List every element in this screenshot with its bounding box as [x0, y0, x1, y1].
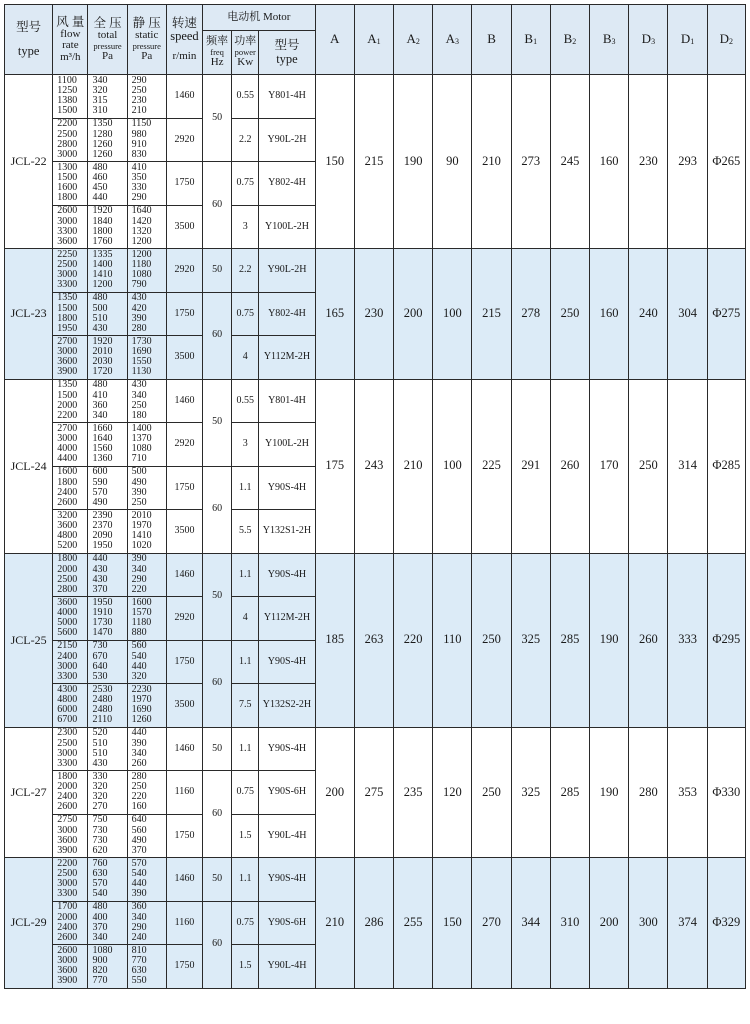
total-pressure-cell: 340 320 315 310	[88, 75, 127, 119]
flow-header-cn: 风 量	[56, 14, 85, 29]
speed-cell: 1460	[166, 379, 202, 423]
power-cell: 1.1	[232, 553, 259, 597]
power-cell: 5.5	[232, 510, 259, 554]
dimension-cell-9: 304	[668, 249, 707, 380]
dimension-cell-0: 150	[315, 75, 354, 249]
power-cell: 7.5	[232, 684, 259, 728]
dimension-cell-7: 160	[590, 249, 629, 380]
dim-header-0-base: A	[330, 31, 340, 47]
dim-header-10-base: D	[719, 31, 730, 47]
dim-header-9-base: D	[680, 31, 691, 47]
flow-rate-cell: 2200 2500 2800 3000	[53, 118, 88, 162]
total-pressure-cell: 600 590 570 490	[88, 466, 127, 510]
static-pressure-cell: 440 390 340 260	[127, 727, 166, 771]
dimension-cell-5: 278	[511, 249, 550, 380]
dim-header-6	[550, 5, 589, 75]
speed-cell: 1460	[166, 858, 202, 902]
dim-header-4-base: B	[487, 31, 496, 47]
static-pressure-cell: 1200 1180 1080 790	[127, 249, 166, 293]
speed-header	[166, 5, 202, 75]
dimension-cell-2: 220	[394, 553, 433, 727]
static-pressure-cell: 500 490 390 250	[127, 466, 166, 510]
frequency-cell: 50	[203, 727, 232, 771]
flow-rate-cell: 2750 3000 3600 3900	[53, 814, 88, 858]
flow-header-en1: flow	[60, 27, 81, 40]
type-header-en: type	[17, 43, 40, 58]
model-jcl-29-row	[5, 858, 746, 902]
dimension-cell-7: 190	[590, 727, 629, 858]
dimension-cell-8: 250	[629, 379, 668, 553]
model-jcl-27-row	[5, 727, 746, 771]
dimension-cell-8: 240	[629, 249, 668, 380]
motor-type-header	[259, 31, 315, 75]
static-pressure-cell: 1730 1690 1550 1130	[127, 336, 166, 380]
dimension-cell-8: 300	[629, 858, 668, 989]
motor-type-cell: Y90L-2H	[259, 249, 315, 293]
power-cell: 0.75	[232, 771, 259, 815]
speed-cell: 1460	[166, 727, 202, 771]
dimension-cell-0: 210	[315, 858, 354, 989]
dimension-cell-7: 190	[590, 553, 629, 727]
dimension-cell-6: 245	[550, 75, 589, 249]
speed-cell: 1750	[166, 814, 202, 858]
freq-header-en: freq	[210, 47, 224, 58]
dimension-cell-3: 110	[433, 553, 472, 727]
dimension-cell-8: 260	[629, 553, 668, 727]
dimension-cell-9: 293	[668, 75, 707, 249]
speed-cell: 2920	[166, 423, 202, 467]
motor-type-cell: Y100L-2H	[259, 423, 315, 467]
power-header-unit: Kw	[237, 55, 254, 68]
motor-type-cell: Y132S1-2H	[259, 510, 315, 554]
dimension-cell-4: 210	[472, 75, 511, 249]
static-pressure-cell: 2230 1970 1690 1260	[127, 684, 166, 728]
dimension-cell-2: 210	[394, 379, 433, 553]
dimension-cell-8: 280	[629, 727, 668, 858]
dimension-cell-2: 200	[394, 249, 433, 380]
motor-type-cell: Y100L-2H	[259, 205, 315, 249]
model-name-cell: JCL-25	[5, 553, 53, 727]
power-header-cn: 功率	[234, 35, 257, 48]
dim-header-7-sub: 3	[611, 37, 616, 47]
flow-header	[53, 5, 88, 75]
power-cell: 1.1	[232, 858, 259, 902]
flow-rate-cell: 1300 1500 1600 1800	[53, 162, 88, 206]
static-pressure-cell: 290 250 230 210	[127, 75, 166, 119]
flow-rate-cell: 2250 2500 3000 3300	[53, 249, 88, 293]
frequency-cell: 50	[203, 249, 232, 293]
dimension-cell-0: 185	[315, 553, 354, 727]
type-header-cn: 型号	[16, 20, 42, 35]
speed-cell: 2920	[166, 597, 202, 641]
power-cell: 0.75	[232, 901, 259, 945]
dimension-cell-2: 190	[394, 75, 433, 249]
dim-header-5	[511, 5, 550, 75]
static-pressure-cell: 390 340 290 220	[127, 553, 166, 597]
frequency-cell: 50	[203, 379, 232, 466]
static-pressure-cell: 360 340 290 240	[127, 901, 166, 945]
static-header-unit: Pa	[141, 49, 153, 62]
motor-type-cell: Y112M-2H	[259, 336, 315, 380]
dimension-cell-0: 200	[315, 727, 354, 858]
dim-header-7	[590, 5, 629, 75]
motor-type-cell: Y90S-4H	[259, 858, 315, 902]
static-pressure-cell: 2010 1970 1410 1020	[127, 510, 166, 554]
dimension-cell-5: 344	[511, 858, 550, 989]
dimension-cell-3: 150	[433, 858, 472, 989]
dimension-cell-7: 170	[590, 379, 629, 553]
frequency-cell: 60	[203, 771, 232, 858]
flow-rate-cell: 1800 2000 2500 2800	[53, 553, 88, 597]
dimension-cell-9: 314	[668, 379, 707, 553]
model-jcl-25-row	[5, 553, 746, 597]
dim-header-6-sub: 2	[572, 37, 577, 47]
static-pressure-cell: 280 250 220 160	[127, 771, 166, 815]
flow-rate-cell: 1100 1250 1380 1500	[53, 75, 88, 119]
power-cell: 1.1	[232, 466, 259, 510]
frequency-cell: 50	[203, 858, 232, 902]
dimension-cell-2: 255	[394, 858, 433, 989]
flow-rate-cell: 2700 3000 3600 3900	[53, 336, 88, 380]
dim-header-8	[629, 5, 668, 75]
dim-header-0	[315, 5, 354, 75]
static-pressure-header	[127, 5, 166, 75]
power-cell: 1.5	[232, 814, 259, 858]
model-name-cell: JCL-27	[5, 727, 53, 858]
dimension-cell-9: 333	[668, 553, 707, 727]
static-pressure-cell: 810 770 630 550	[127, 945, 166, 989]
dimension-cell-10: Φ265	[707, 75, 745, 249]
total-pressure-cell: 1080 900 820 770	[88, 945, 127, 989]
total-header-en1: total	[97, 29, 118, 42]
dimension-cell-1: 263	[354, 553, 393, 727]
speed-cell: 2920	[166, 249, 202, 293]
total-pressure-cell: 480 500 510 430	[88, 292, 127, 336]
speed-cell: 1160	[166, 771, 202, 815]
type-header	[5, 5, 53, 75]
power-cell: 0.75	[232, 162, 259, 206]
dim-header-8-base: D	[641, 31, 652, 47]
dimension-cell-1: 275	[354, 727, 393, 858]
total-pressure-cell: 730 670 640 530	[88, 640, 127, 684]
dimension-cell-0: 165	[315, 249, 354, 380]
total-pressure-cell: 750 730 730 620	[88, 814, 127, 858]
freq-header	[203, 31, 232, 75]
dimension-cell-2: 235	[394, 727, 433, 858]
frequency-cell: 60	[203, 466, 232, 553]
model-jcl-22-row	[5, 75, 746, 119]
flow-rate-cell: 2700 3000 4000 4400	[53, 423, 88, 467]
dimension-cell-4: 250	[472, 553, 511, 727]
speed-cell: 1750	[166, 945, 202, 989]
motor-type-cell: Y90L-4H	[259, 814, 315, 858]
flow-header-unit: m³/h	[60, 50, 81, 63]
dim-header-2	[394, 5, 433, 75]
flow-rate-cell: 3200 3600 4800 5200	[53, 510, 88, 554]
motor-type-cell: Y132S2-2H	[259, 684, 315, 728]
speed-header-cn: 转速	[171, 15, 197, 30]
speed-cell: 1460	[166, 553, 202, 597]
dim-header-1-sub: 1	[376, 37, 381, 47]
power-header-en: power	[234, 47, 256, 58]
speed-cell: 1160	[166, 901, 202, 945]
total-pressure-cell: 1920 2010 2030 1720	[88, 336, 127, 380]
flow-rate-cell: 1350 1500 2000 2200	[53, 379, 88, 423]
static-header-en2: pressure	[132, 40, 161, 51]
total-pressure-cell: 760 630 570 540	[88, 858, 127, 902]
dimension-cell-3: 100	[433, 249, 472, 380]
power-cell: 1.5	[232, 945, 259, 989]
dimension-cell-1: 215	[354, 75, 393, 249]
motor-type-cell: Y802-4H	[259, 162, 315, 206]
dimension-cell-10: Φ275	[707, 249, 745, 380]
frequency-cell: 50	[203, 553, 232, 640]
dimension-cell-6: 285	[550, 727, 589, 858]
dimension-cell-5: 273	[511, 75, 550, 249]
motor-type-cell: Y90S-4H	[259, 640, 315, 684]
static-header-en1: static	[135, 29, 159, 42]
dim-header-3	[433, 5, 472, 75]
dim-header-7-base: B	[602, 31, 612, 47]
dimension-cell-10: Φ295	[707, 553, 745, 727]
frequency-cell: 60	[203, 292, 232, 379]
dim-header-4	[472, 5, 511, 75]
speed-cell: 3500	[166, 336, 202, 380]
dimension-cell-1: 243	[354, 379, 393, 553]
model-name-cell: JCL-23	[5, 249, 53, 380]
flow-rate-cell: 2200 2500 3000 3300	[53, 858, 88, 902]
dimension-cell-3: 100	[433, 379, 472, 553]
flow-rate-cell: 3600 4000 5000 5600	[53, 597, 88, 641]
motor-type-cell: Y90S-6H	[259, 771, 315, 815]
total-pressure-header	[88, 5, 127, 75]
total-pressure-cell: 2530 2480 2480 2110	[88, 684, 127, 728]
dimension-cell-4: 225	[472, 379, 511, 553]
speed-cell: 2920	[166, 118, 202, 162]
motor-type-cell: Y801-4H	[259, 75, 315, 119]
dimension-cell-9: 353	[668, 727, 707, 858]
motor-type-cell: Y802-4H	[259, 292, 315, 336]
dimension-cell-6: 250	[550, 249, 589, 380]
dim-header-2-sub: 2	[415, 37, 420, 47]
power-cell: 4	[232, 597, 259, 641]
dimension-cell-5: 325	[511, 727, 550, 858]
motor-type-cell: Y90S-4H	[259, 466, 315, 510]
frequency-cell: 60	[203, 162, 232, 249]
total-pressure-cell: 480 410 360 340	[88, 379, 127, 423]
static-pressure-cell: 560 540 440 320	[127, 640, 166, 684]
dim-header-5-base: B	[524, 31, 534, 47]
static-pressure-cell: 430 420 390 280	[127, 292, 166, 336]
total-pressure-cell: 1920 1840 1800 1760	[88, 205, 127, 249]
dimension-cell-6: 285	[550, 553, 589, 727]
motor-type-cell: Y90L-4H	[259, 945, 315, 989]
freq-header-cn: 频率	[206, 35, 229, 48]
motor-type-cell: Y112M-2H	[259, 597, 315, 641]
dim-header-9-sub: 1	[690, 37, 695, 47]
static-pressure-cell: 1600 1570 1180 880	[127, 597, 166, 641]
power-cell: 1.1	[232, 640, 259, 684]
dimension-cell-5: 291	[511, 379, 550, 553]
dim-header-2-base: A	[406, 31, 416, 47]
power-cell: 1.1	[232, 727, 259, 771]
dim-header-1	[354, 5, 393, 75]
frequency-cell: 60	[203, 640, 232, 727]
power-cell: 0.55	[232, 75, 259, 119]
total-pressure-cell: 480 400 370 340	[88, 901, 127, 945]
dimension-cell-1: 230	[354, 249, 393, 380]
total-pressure-cell: 2390 2370 2090 1950	[88, 510, 127, 554]
dimension-cell-7: 200	[590, 858, 629, 989]
speed-header-unit: r/min	[172, 49, 197, 62]
total-header-unit: Pa	[102, 49, 114, 62]
static-header-cn: 静 压	[132, 15, 161, 30]
total-pressure-cell: 520 510 510 430	[88, 727, 127, 771]
dim-header-1-base: A	[367, 31, 377, 47]
static-pressure-cell: 430 340 250 180	[127, 379, 166, 423]
dim-header-9	[668, 5, 707, 75]
dimension-cell-0: 175	[315, 379, 354, 553]
total-header-cn: 全 压	[93, 15, 122, 30]
speed-cell: 1750	[166, 640, 202, 684]
header-row-1	[5, 5, 746, 31]
dim-header-10-sub: 2	[729, 37, 734, 47]
dimension-cell-5: 325	[511, 553, 550, 727]
static-pressure-cell: 410 350 330 290	[127, 162, 166, 206]
dimension-cell-6: 310	[550, 858, 589, 989]
total-pressure-cell: 1350 1280 1260 1260	[88, 118, 127, 162]
motor-type-cell: Y90S-6H	[259, 901, 315, 945]
motor-type-header-en: type	[276, 51, 298, 66]
fan-spec-table	[4, 4, 746, 989]
power-cell: 0.55	[232, 379, 259, 423]
total-pressure-cell: 1660 1640 1560 1360	[88, 423, 127, 467]
dimension-cell-6: 260	[550, 379, 589, 553]
flow-rate-cell: 1350 1500 1800 1950	[53, 292, 88, 336]
model-name-cell: JCL-24	[5, 379, 53, 553]
flow-rate-cell: 2150 2400 3000 3300	[53, 640, 88, 684]
model-jcl-24-row	[5, 379, 746, 423]
flow-rate-cell: 2600 3000 3600 3900	[53, 945, 88, 989]
power-header	[232, 31, 259, 75]
speed-cell: 3500	[166, 510, 202, 554]
flow-header-en2: rate	[62, 39, 79, 52]
frequency-cell: 60	[203, 901, 232, 988]
dimension-cell-1: 286	[354, 858, 393, 989]
dimension-cell-9: 374	[668, 858, 707, 989]
flow-rate-cell: 1600 1800 2400 2600	[53, 466, 88, 510]
flow-rate-cell: 1800 2000 2400 2600	[53, 771, 88, 815]
dim-header-3-base: A	[445, 31, 456, 47]
dimension-cell-10: Φ330	[707, 727, 745, 858]
speed-header-en: speed	[170, 28, 199, 43]
model-name-cell: JCL-29	[5, 858, 53, 989]
static-pressure-cell: 1400 1370 1080 710	[127, 423, 166, 467]
dim-header-8-sub: 3	[651, 37, 656, 47]
speed-cell: 3500	[166, 684, 202, 728]
static-pressure-cell: 570 540 440 390	[127, 858, 166, 902]
speed-cell: 3500	[166, 205, 202, 249]
motor-type-cell: Y90L-2H	[259, 118, 315, 162]
dimension-cell-3: 120	[433, 727, 472, 858]
total-pressure-cell: 480 460 450 440	[88, 162, 127, 206]
power-cell: 3	[232, 423, 259, 467]
static-pressure-cell: 1150 980 910 830	[127, 118, 166, 162]
flow-rate-cell: 4300 4800 6000 6700	[53, 684, 88, 728]
power-cell: 3	[232, 205, 259, 249]
static-pressure-cell: 640 560 490 370	[127, 814, 166, 858]
total-header-en2: pressure	[93, 40, 122, 51]
total-pressure-cell: 1335 1400 1410 1200	[88, 249, 127, 293]
frequency-cell: 50	[203, 75, 232, 162]
total-pressure-cell: 330 320 320 270	[88, 771, 127, 815]
dim-header-10	[707, 5, 745, 75]
power-cell: 2.2	[232, 249, 259, 293]
dimension-cell-4: 215	[472, 249, 511, 380]
total-pressure-cell: 440 430 430 370	[88, 553, 127, 597]
power-cell: 0.75	[232, 292, 259, 336]
motor-header: 电动机 Motor	[203, 5, 316, 31]
static-pressure-cell: 1640 1420 1320 1200	[127, 205, 166, 249]
motor-type-header-cn: 型号	[274, 38, 300, 53]
dim-header-6-base: B	[563, 31, 573, 47]
dimension-cell-10: Φ329	[707, 858, 745, 989]
motor-type-cell: Y90S-4H	[259, 553, 315, 597]
dim-header-5-sub: 1	[533, 37, 538, 47]
flow-rate-cell: 2600 3000 3300 3600	[53, 205, 88, 249]
speed-cell: 1750	[166, 162, 202, 206]
dimension-cell-8: 230	[629, 75, 668, 249]
dimension-cell-10: Φ285	[707, 379, 745, 553]
dimension-cell-3: 90	[433, 75, 472, 249]
spec-table-wrapper	[4, 4, 746, 989]
speed-cell: 1750	[166, 292, 202, 336]
power-cell: 2.2	[232, 118, 259, 162]
total-pressure-cell: 1950 1910 1730 1470	[88, 597, 127, 641]
dimension-cell-4: 270	[472, 858, 511, 989]
model-name-cell: JCL-22	[5, 75, 53, 249]
flow-rate-cell: 1700 2000 2400 2600	[53, 901, 88, 945]
dimension-cell-7: 160	[590, 75, 629, 249]
motor-type-cell: Y801-4H	[259, 379, 315, 423]
flow-rate-cell: 2300 2500 3000 3300	[53, 727, 88, 771]
dimension-cell-4: 250	[472, 727, 511, 858]
freq-header-unit: Hz	[210, 55, 224, 68]
model-jcl-23-row	[5, 249, 746, 293]
dim-header-3-sub: 3	[455, 37, 460, 47]
speed-cell: 1750	[166, 466, 202, 510]
motor-type-cell: Y90S-4H	[259, 727, 315, 771]
speed-cell: 1460	[166, 75, 202, 119]
power-cell: 4	[232, 336, 259, 380]
